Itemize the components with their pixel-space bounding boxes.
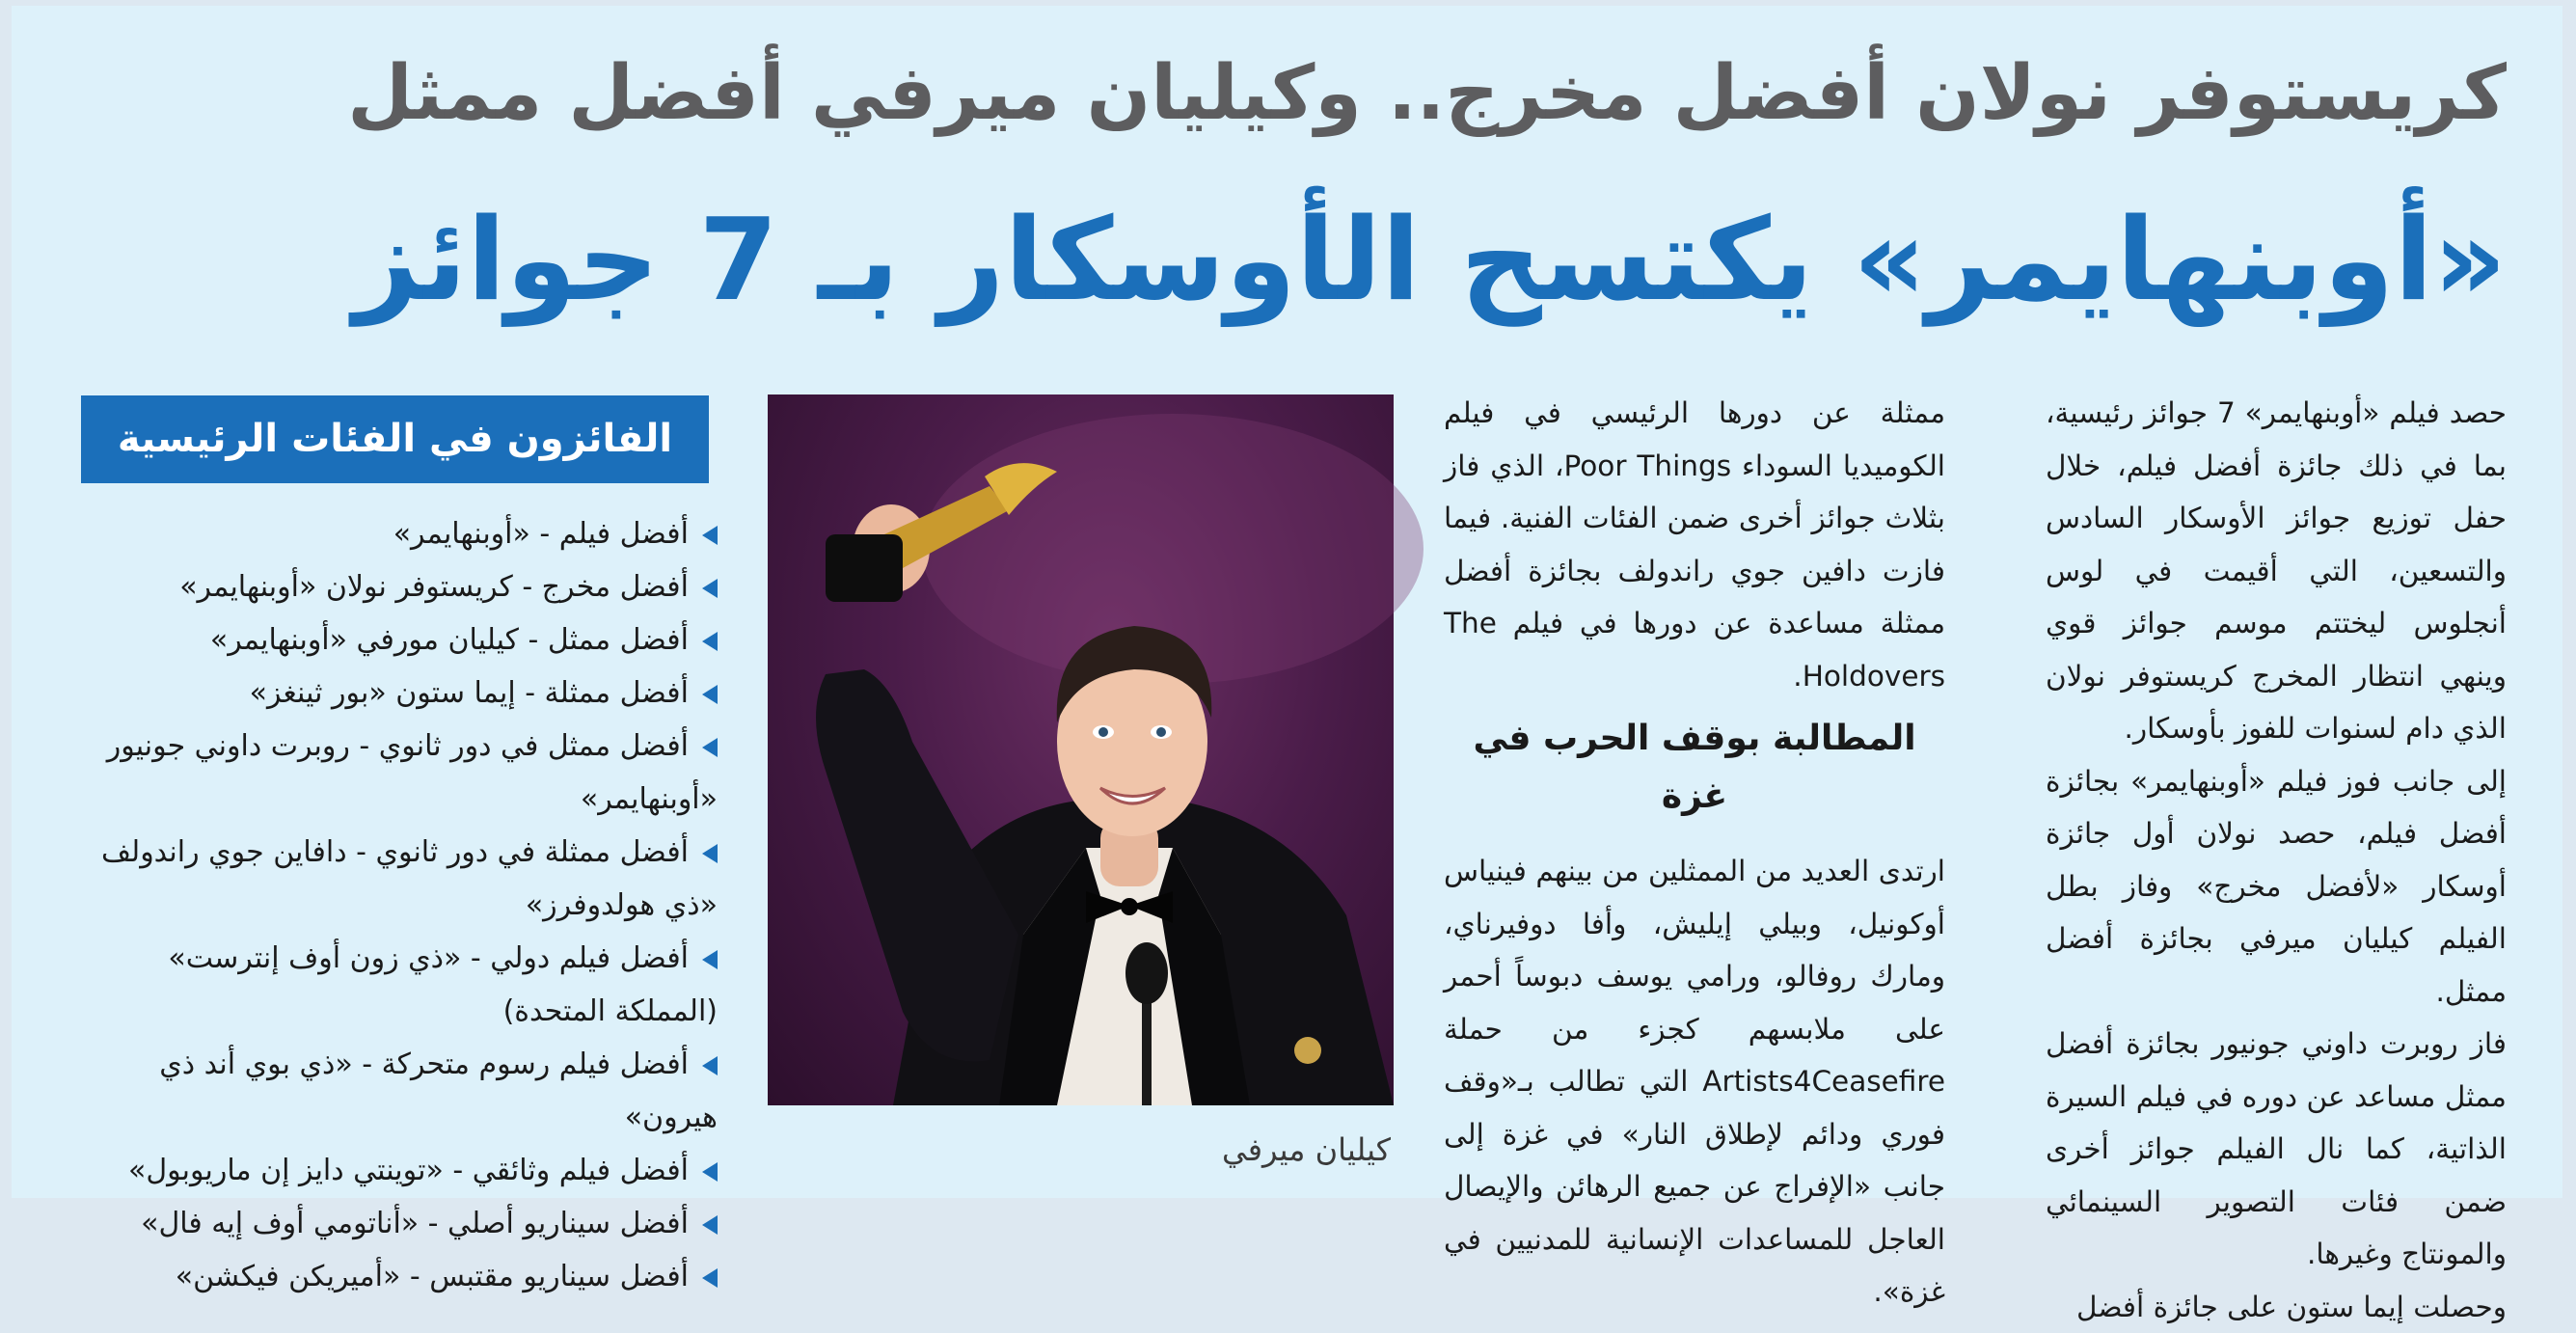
triangle-bullet-icon: [702, 1056, 718, 1075]
triangle-bullet-icon: [702, 579, 718, 598]
triangle-bullet-icon: [702, 1162, 718, 1182]
list-item: أفضل ممثلة - إيما ستون «بور ثينغز»: [81, 666, 718, 720]
list-item: أفضل مخرج - كريستوفر نولان «أوبنهايمر»: [81, 560, 718, 613]
triangle-bullet-icon: [702, 1215, 718, 1235]
triangle-bullet-icon: [702, 1268, 718, 1288]
news-photo: [768, 394, 1394, 1105]
triangle-bullet-icon: [702, 526, 718, 545]
list-item: أفضل سيناريو أصلي - «أناتومي أوف إيه فال»: [81, 1197, 718, 1250]
triangle-bullet-icon: [702, 632, 718, 651]
list-item: أفضل ممثلة في دور ثانوي - دافاين جوي راندولف «ذي هولدوفرز»: [81, 826, 718, 932]
section-subhead: المطالبة بوقف الحرب في غزة: [1444, 710, 1945, 826]
article-paragraph: إلى جانب فوز فيلم «أوبنهايمر» بجائزة أفضل فيلم، حصد نولان أول جائزة أوسكار «لأفضل مخرج» وفاز بطل الفيلم كيليان ميرفي بجائزة أفضل ممثل.: [2046, 755, 2507, 1019]
main-headline: «أوبنهايمر» يكتسح الأوسكار بـ 7 جوائز: [38, 177, 2507, 341]
article-paragraph: فاز روبرت داوني جونيور بجائزة أفضل ممثل مساعد عن دوره في فيلم السيرة الذاتية، كما نال الفيلم جوائز أخرى ضمن فئات التصوير السينمائي والمونتاج وغيرها.: [2046, 1018, 2507, 1281]
photo-caption: كيليان ميرفي: [1101, 1130, 1391, 1169]
list-item: أفضل فيلم رسوم متحركة - «ذي بوي أند ذي هيرون»: [81, 1038, 718, 1144]
article-paragraph: وحصلت إيما ستون على جائزة أفضل: [2046, 1281, 2507, 1333]
triangle-bullet-icon: [702, 950, 718, 969]
triangle-bullet-icon: [702, 685, 718, 704]
kicker-headline: كريستوفر نولان أفضل مخرج.. وكيليان ميرفي أفضل ممثل: [57, 41, 2507, 147]
article-paragraph: حصد فيلم «أوبنهايمر» 7 جوائز رئيسية، بما في ذلك جائزة أفضل فيلم، خلال حفل توزيع جوائز الأوسكار السادس والتسعين، التي أقيمت في لوس أنجلوس ليختتم موسم جوائز قوي وينهي انتظار المخرج كريستوفر نولان الذي دام لسنوات للفوز بأوسكار.: [2046, 387, 2507, 755]
triangle-bullet-icon: [702, 738, 718, 757]
article-paragraph: ممثلة عن دورها الرئيسي في فيلم الكوميديا السوداء Poor Things، الذي فاز بثلاث جوائز أخرى ضمن الفئات الفنية. فيما فازت دافين جوي راندولف بجائزة أفضل ممثلة مساعدة عن دورها في فيلم The Holdovers.: [1444, 387, 1945, 702]
list-item: أفضل ممثل - كيليان مورفي «أوبنهايمر»: [81, 613, 718, 666]
list-item: أفضل فيلم دولي - «ذي زون أوف إنترست» (المملكة المتحدة): [81, 932, 718, 1038]
list-item: أفضل ممثل في دور ثانوي - روبرت داوني جونيور «أوبنهايمر»: [81, 720, 718, 826]
winners-list: [81, 507, 718, 1303]
article-column-2: [1444, 387, 1945, 1319]
list-item: أفضل سيناريو مقتبس - «أميريكن فيكشن»: [81, 1250, 718, 1303]
sidebar-title: الفائزون في الفئات الرئيسية: [81, 395, 709, 483]
photo-illustration: [768, 394, 1394, 1105]
list-item: أفضل فيلم وثائقي - «توينتي دايز إن ماريوبول»: [81, 1144, 718, 1197]
article-column-1: [2046, 387, 2507, 1333]
list-item: أفضل فيلم - «أوبنهايمر»: [81, 507, 718, 560]
newspaper-page: [12, 6, 2562, 1198]
article-paragraph: ارتدى العديد من الممثلين من بينهم فينياس أوكونيل، وبيلي إيليش، وأفا دوفيرناي، ومارك روفالو، ورامي يوسف دبوساً أحمر على ملابسهم كجزء من حملة Artists4Ceasefire التي تطالب بـ«وقف فوري ودائم لإطلاق النار» في غزة إلى جانب «الإفراج عن جميع الرهائن والإيصال العاجل للمساعدات الإنسانية للمدنيين في غزة».: [1444, 845, 1945, 1319]
triangle-bullet-icon: [702, 844, 718, 863]
